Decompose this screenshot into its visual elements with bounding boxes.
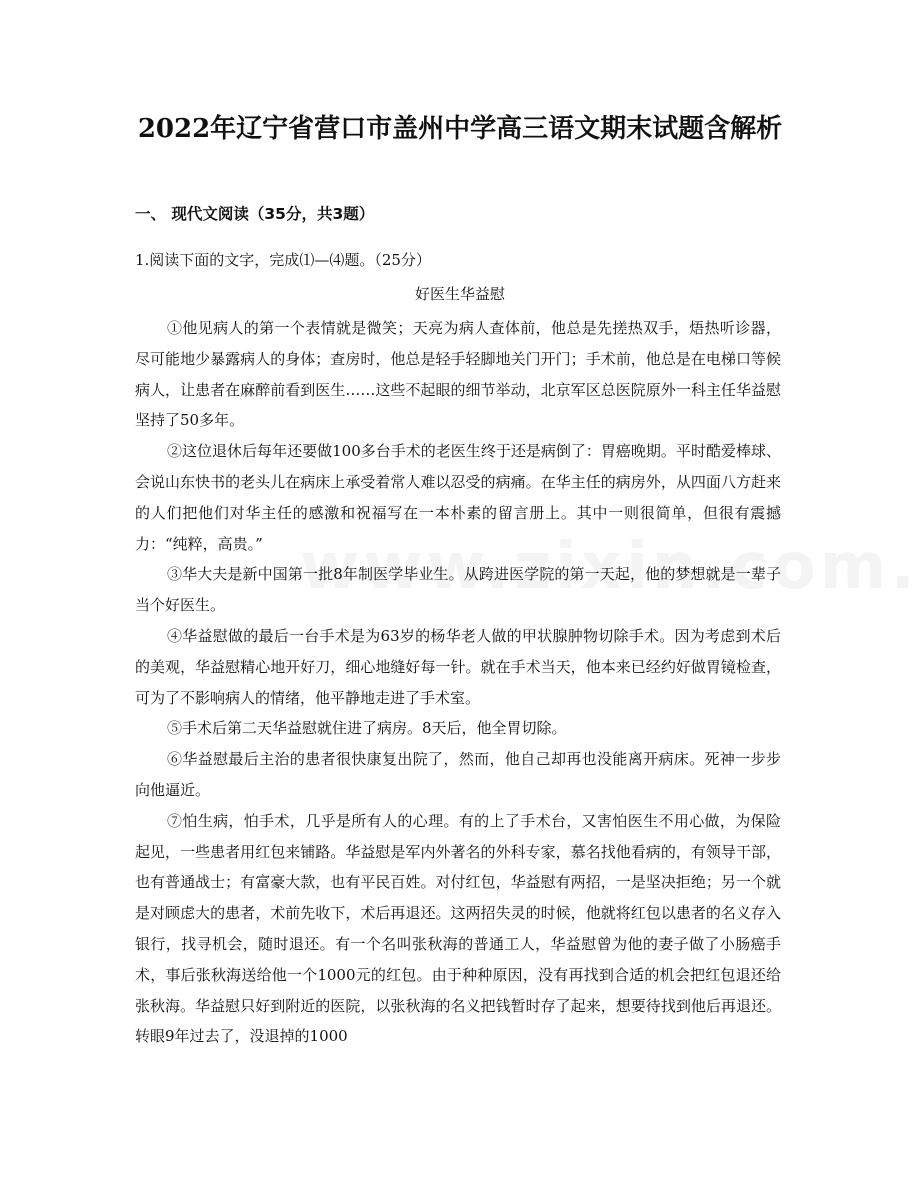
paragraph-7: ⑦怕生病，怕手术，几乎是所有人的心理。有的上了手术台，又害怕医生不用心做，为保险起见，一些患者用红包来铺路。华益慰是军内外著名的外科专家，慕名找他看病的，有领导干部，也有普通战士；有富豪大款，也有平民百姓。对付红包，华益慰有两招，一是坚决拒绝；另一个就是对顾虑大的患者，术前先收下，术后再退还。这两招失灵的时候，他就将红包以患者的名义存入银行，找寻机会，随时退还。有一个名叫张秋海的普通工人，华益慰曾为他的妻子做了小肠癌手术，事后张秋海送给他一个1000元的红包。由于种种原因，没有再找到合适的机会把红包退还给张秋海。华益慰只好到附近的医院，以张秋海的名义把钱暂时存了起来，想要待找到他后再退还。转眼9年过去了，没退掉的1000 xyxy=(135,811,781,1046)
article-title: 好医生华益慰 xyxy=(414,285,505,303)
section-heading: 一、 现代文阅读（35分，共3题） xyxy=(135,205,375,223)
paragraph-4: ④华益慰做的最后一台手术是为63岁的杨华老人做的甲状腺肿物切除手术。因为考虑到术后的美观，华益慰精心地开好刀，细心地缝好每一针。就在手术当天，他本来已经约好做胃镜检查，可为了不影响病人的情绪，他平静地走进了手术室。 xyxy=(135,626,781,707)
document-title: 2022年辽宁省营口市盖州中学高三语文期末试题含解析 xyxy=(137,114,783,144)
paragraph-2: ②这位退休后每年还要做100多台手术的老医生终于还是病倒了：胃癌晚期。平时酷爱棒球、会说山东快书的老头儿在病床上承受着常人难以忍受的病痛。在华主任的病房外，从四面八方赶来的人们把他们对华主任的感激和祝福写在一本朴素的留言册上。其中一则很简单，但很有震撼力：“纯粹，高贵。” xyxy=(135,442,781,553)
article-body xyxy=(135,313,781,1083)
question-prompt: 1.阅读下面的文字，完成⑴—⑷题。（25分） xyxy=(135,251,431,269)
paragraph-3: ③华大夫是新中国第一批8年制医学毕业生。从跨进医学院的第一天起，他的梦想就是一辈子当个好医生。 xyxy=(135,565,781,615)
paragraph-6: ⑥华益慰最后主治的患者很快康复出院了，然而，他自己却再也没能离开病床。死神一步步向他逼近。 xyxy=(135,750,781,799)
paragraph-1: ①他见病人的第一个表情就是微笑；天亮为病人查体前，他总是先搓热双手，焐热听诊器，尽可能地少暴露病人的身体；查房时，他总是轻手轻脚地关门开门；手术前，他总是在电梯口等候病人，让患者在麻醉前看到医生……这些不起眼的细节举动，北京军区总医院原外一科主任华益慰坚持了50多年。 xyxy=(135,319,781,430)
paragraph-5: ⑤手术后第二天华益慰就住进了病房。8天后，他全胃切除。 xyxy=(167,719,567,738)
